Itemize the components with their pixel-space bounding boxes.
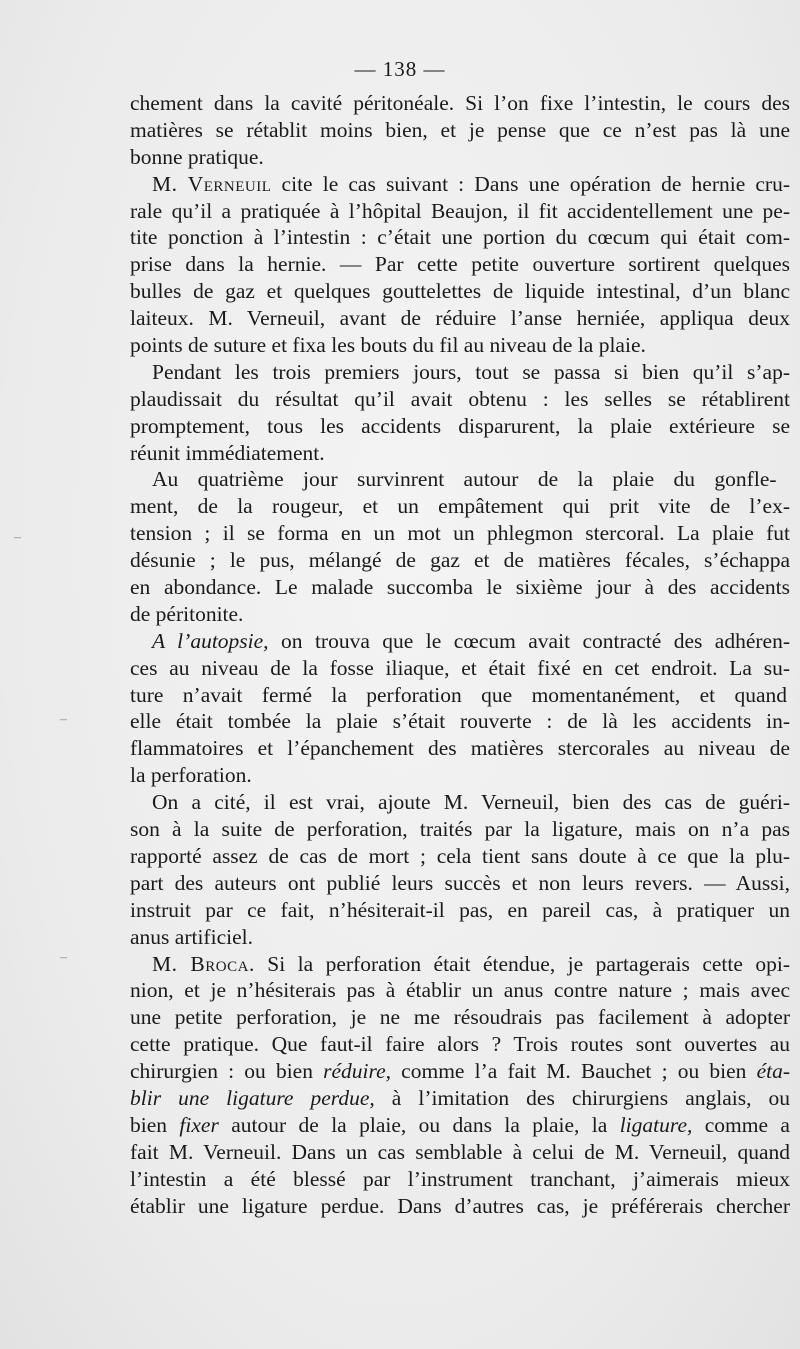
italic-text: réduire, <box>323 1059 392 1084</box>
text-line <box>130 493 790 520</box>
text-line <box>130 655 790 682</box>
text-line <box>130 466 790 493</box>
margin-dash: – <box>60 712 67 727</box>
text-segment: bien <box>130 1112 180 1137</box>
text-line <box>130 924 790 951</box>
italic-text: A l’autopsie, <box>152 628 269 653</box>
text-line <box>130 762 790 789</box>
text-segment: anus artificiel. <box>130 924 253 949</box>
text-segment: prise dans la hernie. — Par cette petite ouverture sortirent quelques <box>130 252 790 277</box>
speaker-name: M. Verneuil <box>152 171 272 196</box>
text-line <box>130 601 790 628</box>
text-segment: comme a <box>692 1112 790 1137</box>
text-line <box>130 117 790 144</box>
margin-dash: – <box>60 950 67 965</box>
text-line <box>130 977 790 1004</box>
italic-text: fixer <box>179 1112 219 1137</box>
text-segment: ture n’avait fermé la perforation que momentanément, et quand <box>130 682 788 707</box>
text-segment: son à la suite de perforation, traités par la ligature, mais on n’a pas <box>130 817 790 842</box>
text-line <box>130 897 790 924</box>
italic-text: éta- <box>756 1059 791 1084</box>
text-segment: ces au niveau de la fosse iliaque, et était fixé en cet endroit. La su- <box>130 655 790 680</box>
text-line <box>130 1058 790 1085</box>
text-line <box>130 1139 790 1166</box>
text-segment: la perforation. <box>130 763 252 788</box>
text-line <box>130 413 790 440</box>
text-line <box>130 574 790 601</box>
text-segment: On a cité, il est vrai, ajoute M. Verneuil, bien des cas de guéri- <box>152 790 790 815</box>
text-line <box>130 171 790 198</box>
text-line <box>130 278 790 305</box>
text-segment: rapporté assez de cas de mort ; cela tient sans doute à ce que la plu- <box>130 843 790 868</box>
text-segment: tite ponction à l’intestin : c’était une portion du cœcum qui était com- <box>130 225 790 250</box>
text-segment: Pendant les trois premiers jours, tout se passa si bien qu’il s’ap- <box>152 359 790 384</box>
text-segment: promptement, tous les accidents disparurent, la plaie extérieure se <box>130 413 790 438</box>
body-text <box>130 90 790 1219</box>
text-line <box>130 90 790 117</box>
text-segment: chirurgien : ou bien <box>130 1059 324 1084</box>
text-line <box>130 1166 790 1193</box>
text-line <box>130 870 790 897</box>
text-line <box>130 359 790 386</box>
text-line <box>130 682 790 709</box>
text-segment: tension ; il se forma en un mot un phlegmon stercoral. La plaie fut <box>130 521 790 546</box>
text-line <box>130 1031 790 1058</box>
text-segment: comme l’a fait M. Bauchet ; ou bien <box>391 1059 757 1084</box>
text-line <box>130 735 790 762</box>
text-line <box>130 440 790 467</box>
page-number: — 138 — <box>354 57 446 81</box>
text-segment: matières se rétablit moins bien, et je pense que ce n’est pas là une <box>130 117 790 142</box>
text-line <box>130 305 790 332</box>
text-line <box>130 816 790 843</box>
text-line <box>130 547 790 574</box>
text-segment: désunie ; le pus, mélangé de gaz et de matières fécales, s’échappa <box>130 548 790 573</box>
text-segment: autour de la plaie, ou dans la plaie, la <box>218 1112 620 1137</box>
text-segment: bulles de gaz et quelques gouttelettes de liquide intestinal, d’un blanc <box>130 279 790 304</box>
text-line <box>130 1112 790 1139</box>
text-segment: Si la perforation était étendue, je partagerais cette opi- <box>254 951 790 976</box>
text-segment: à l’imitation des chirurgiens anglais, ou <box>374 1085 791 1110</box>
text-segment: Au quatrième jour survinrent autour de la plaie du gonfle- <box>152 467 777 492</box>
text-line <box>130 224 790 251</box>
text-segment: ment, de la rougeur, et un empâtement qui prit vite de l’ex- <box>130 494 790 519</box>
text-line <box>130 1004 790 1031</box>
text-segment: fait M. Verneuil. Dans un cas semblable à celui de M. Verneuil, quand <box>130 1139 790 1164</box>
italic-text: blir une ligature perdue, <box>130 1085 375 1110</box>
speaker-name: M. Broca. <box>152 951 255 976</box>
italic-text: ligature, <box>619 1112 693 1137</box>
text-segment: laiteux. M. Verneuil, avant de réduire l’anse herniée, appliqua deux <box>130 306 790 331</box>
text-segment: bonne pratique. <box>130 144 264 169</box>
text-segment: on trouva que le cœcum avait contracté des adhéren- <box>268 628 791 653</box>
text-line <box>130 332 790 359</box>
text-segment: rale qu’il a pratiquée à l’hôpital Beaujon, il fit accidentellement une pe- <box>130 198 790 223</box>
text-segment: réunit immédiatement. <box>130 440 325 465</box>
text-segment: de péritonite. <box>130 601 244 626</box>
text-line <box>130 843 790 870</box>
text-segment: chement dans la cavité péritonéale. Si l’on fixe l’intestin, le cours des <box>130 91 790 115</box>
text-line <box>130 789 790 816</box>
text-line <box>130 144 790 171</box>
text-line <box>130 1085 790 1112</box>
text-line <box>130 251 790 278</box>
text-segment: flammatoires et l’épanchement des matières stercorales au niveau de <box>130 736 790 761</box>
text-segment: cette pratique. Que faut-il faire alors ? Trois routes sont ouvertes au <box>130 1032 790 1057</box>
text-line <box>130 198 790 225</box>
text-segment: plaudissait du résultat qu’il avait obtenu : les selles se rétablirent <box>130 386 790 411</box>
text-line <box>130 520 790 547</box>
text-line <box>130 708 790 735</box>
text-segment: établir une ligature perdue. Dans d’autres cas, je préférerais chercher <box>130 1193 790 1218</box>
text-segment: une petite perforation, je ne me résoudrais pas facilement à adopter <box>130 1005 790 1030</box>
text-segment: cite le cas suivant : Dans une opération de hernie cru- <box>271 171 790 196</box>
text-line <box>130 628 790 655</box>
text-segment: instruit par ce fait, n’hésiterait-il pas, en pareil cas, à pratiquer un <box>130 897 790 922</box>
text-segment: l’intestin a été blessé par l’instrument tranchant, j’aimerais mieux <box>130 1166 790 1191</box>
text-segment: elle était tombée la plaie s’était rouverte : de là les accidents in- <box>130 709 790 734</box>
text-line <box>130 951 790 978</box>
text-line <box>130 1193 790 1220</box>
margin-dash: – <box>14 530 21 545</box>
text-segment: points de suture et fixa les bouts du fil au niveau de la plaie. <box>130 333 646 358</box>
text-segment: en abondance. Le malade succomba le sixième jour à des accidents <box>130 575 790 600</box>
text-line <box>130 386 790 413</box>
text-segment: part des auteurs ont publié leurs succès et non leurs revers. — Aussi, <box>130 870 790 895</box>
text-segment: nion, et je n’hésiterais pas à établir un anus contre nature ; mais avec <box>130 978 790 1003</box>
